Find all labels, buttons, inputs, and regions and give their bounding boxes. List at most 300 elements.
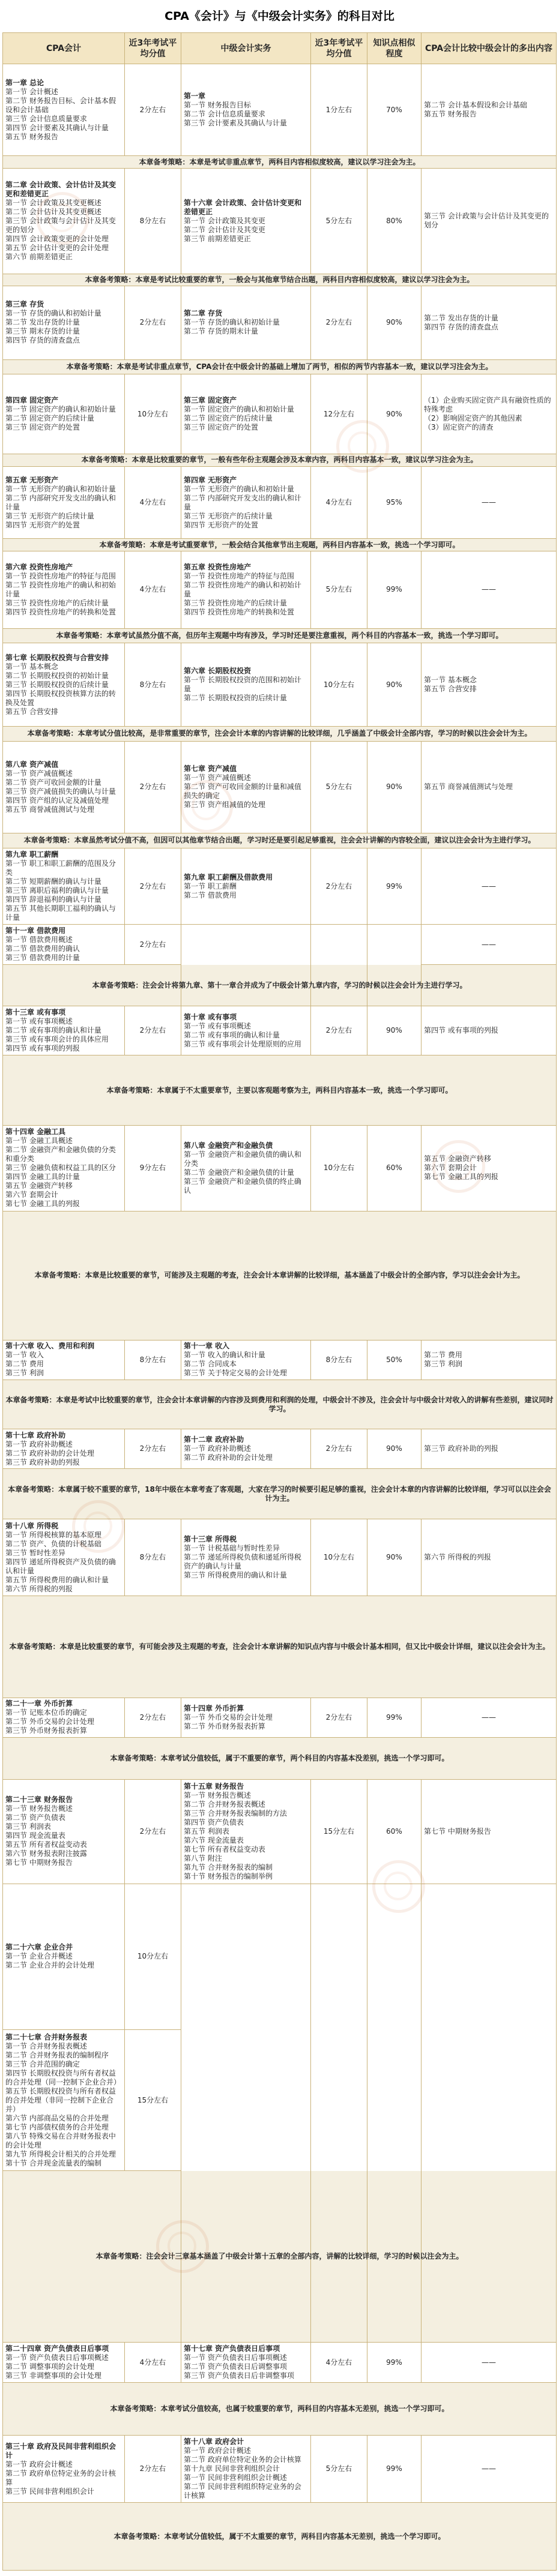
- strategy-note: [3, 1055, 557, 1126]
- intermediate-chapter: [181, 2435, 311, 2502]
- intermediate-score: 10分左右: [311, 1519, 367, 1596]
- intermediate-score: 8分左右: [311, 1340, 367, 1380]
- section-line: 第二节 金融资产和金融负债的计量: [184, 1168, 294, 1177]
- intermediate-chapter: [181, 1429, 311, 1468]
- section-line: 第一节 存货的确认和初始计量: [5, 309, 101, 318]
- section-line: 第四节 投资性房地产的转换和处置: [184, 607, 294, 616]
- section-line: 第一节 资产减值概述: [184, 773, 251, 782]
- section-line: 第一节 投资性房地产的特征与范围: [184, 571, 294, 580]
- extra-line: 第四节 或有事项的列报: [424, 1026, 498, 1035]
- strategy-text: 本章备考策略：本章考试分值比较高，是非常重要的章节，注会会计本章的内容讲解的比较详细，几乎涵盖了中级会计全部内容，学习的时候以注会会计为主。: [27, 729, 532, 738]
- section-line: 第一节 资产负债表日后事项概述: [184, 2353, 287, 2362]
- intermediate-score: 5分左右: [311, 551, 367, 628]
- strategy-note: [3, 628, 557, 643]
- intermediate-score: 2分左右: [311, 286, 367, 360]
- section-line: 第三节 期末存货的计量: [5, 327, 80, 336]
- intermediate-chapter: [181, 1519, 311, 1596]
- strategy-text: 本章备考策略：本章是比较重要的章节，可能涉及主观题的考查，注会会计本章讲解的比较详细，基本涵盖了中级会计的全部内容，学习以注会会计为主。: [34, 1271, 525, 1280]
- section-line: 第一节 财务报告概述: [5, 1804, 73, 1813]
- section-line: 第二节 会计信息质量要求: [184, 110, 265, 119]
- extra-line: 第二节 会计基本假设和会计基础: [424, 101, 527, 110]
- section-line: 第一节 政府补助概述: [184, 1444, 251, 1453]
- extra-line: 第五节 金融资产转移: [424, 1154, 491, 1163]
- cpa-chapter: [3, 168, 125, 274]
- section-line: 第一节 民间非营利组织会计概述: [184, 2473, 287, 2482]
- extra-content: [422, 2343, 557, 2382]
- extra-content: [422, 64, 557, 156]
- similarity: 90%: [367, 374, 422, 454]
- section-line: 第一节 或有事项概述: [5, 1017, 73, 1026]
- strategy-text: 本章备考策略：注会会计将第九章、第十一章合并成为了中级会计第九章内容，学习的时候以注会会计为主进行学习。: [92, 980, 467, 989]
- chapter-title: 第四章 固定资产: [5, 396, 59, 405]
- similarity: 99%: [367, 2435, 422, 2502]
- extra-line: 第四节 存货的清查盘点: [424, 322, 498, 331]
- section-line: 第三节 所得税费用的确认和计量: [184, 1571, 287, 1580]
- chapter-title: 第十一章 收入: [184, 1342, 230, 1351]
- section-line: 第四节 会计要素及其确认与计量: [5, 123, 109, 132]
- extra-line: 第七节 中期财务报告: [424, 1827, 491, 1836]
- chapter-title: 第十八章 政府会计: [184, 2437, 244, 2446]
- section-line: 第一节 借款费用概述: [5, 935, 73, 944]
- strategy-text: 本章备考策略：本章考试分值较高，也属于较重要的章节，两科目的内容基本无差别，挑选一个学习即可。: [110, 2404, 449, 2413]
- header-intermediate-score: 近3年考试平均分值: [311, 33, 367, 64]
- section-line: 第三节 金融资产和金融负债的终止确认: [184, 1177, 301, 1195]
- extra-line: 第五节 商誉减值测试与处理: [424, 782, 513, 791]
- chapter-row: [3, 1884, 557, 2029]
- section-line: 第一节 合并财务报表概述: [5, 2041, 87, 2050]
- section-line: 第四节 资产组的认定及减值处理: [5, 796, 109, 805]
- similarity: 99%: [367, 1698, 422, 1737]
- strategy-row: [3, 727, 557, 742]
- cpa-score: 2分左右: [125, 1779, 181, 1884]
- chapter-row: [3, 1698, 557, 1737]
- section-line: 第一节 会计政策及其变更概述: [5, 198, 101, 207]
- strategy-row: [3, 628, 557, 643]
- section-line: 第二节 资产、负债的计税基础: [5, 1539, 101, 1548]
- intermediate-score: 4分左右: [311, 2343, 367, 2382]
- similarity: 90%: [367, 643, 422, 727]
- section-line: 第六节 财务报表附注披露: [5, 1849, 87, 1858]
- cpa-score: 4分左右: [125, 466, 181, 539]
- section-line: 第二节 长期股权投资的初始计量: [5, 671, 109, 680]
- strategy-note: [3, 964, 557, 1006]
- section-line: 第三节 投资性房地产的后续计量: [184, 598, 287, 607]
- chapter-title: 第十八章 所得税: [5, 1521, 59, 1530]
- chapter-row: [3, 1429, 557, 1468]
- section-line: 第一节 固定资产的确认和初始计量: [184, 405, 294, 414]
- section-line: 第三节 资产负债表日后非调整事项: [184, 2371, 294, 2380]
- intermediate-chapter: [181, 2343, 311, 2382]
- cpa-chapter: [3, 286, 125, 360]
- chapter-title: 第四章 无形资产: [184, 475, 237, 484]
- cpa-score: 8分左右: [125, 1340, 181, 1380]
- strategy-row: [3, 539, 557, 551]
- section-line: 第三节 政府补助的列报: [5, 1458, 80, 1467]
- intermediate-score: 1分左右: [311, 64, 367, 156]
- chapter-title: 第十四章 金融工具: [5, 1127, 66, 1136]
- cpa-chapter: [3, 466, 125, 539]
- section-line: 第三节 金融负债和权益工具的区分: [5, 1163, 116, 1172]
- section-line: 第二节 资产负债表日后调整事项: [184, 2362, 287, 2371]
- strategy-note: [3, 359, 557, 374]
- intermediate-score: 2分左右: [311, 1429, 367, 1468]
- comparison-table: [2, 32, 557, 2571]
- cpa-score: 9分左右: [125, 1125, 181, 1211]
- section-line: 第二节 固定资产的后续计量: [184, 414, 273, 423]
- section-line: 第一节 无形资产的确认和初始计量: [184, 484, 294, 493]
- section-line: 第三节 前期差错更正: [184, 234, 251, 243]
- cpa-chapter: [3, 741, 125, 833]
- strategy-row: [3, 2382, 557, 2435]
- strategy-text: 本章备考策略：本章是考试比较重要的章节，一般会与其他章节结合出题，两科目内容相似度较高，建议以学习注会为主。: [85, 275, 474, 284]
- strategy-row: [3, 1596, 557, 1698]
- section-line: 第一节 会计概述: [5, 87, 58, 96]
- strategy-text: 本章备考策略：本章属于不太重要章节，主要以客观题考察为主，两科目内容基本一致，挑选一个学习即可。: [106, 1085, 453, 1094]
- section-line: 第一节 外币交易的会计处理: [184, 1713, 273, 1722]
- extra-line: （3）固定资产的清查: [424, 423, 494, 432]
- section-line: 第九节 所得税会计相关的合并处理: [5, 2149, 116, 2158]
- cpa-chapter: [3, 925, 125, 964]
- section-line: 第一节 所得税核算的基本原理: [5, 1530, 101, 1539]
- cpa-chapter: [3, 1006, 125, 1055]
- section-line: 第一节 政府补助概述: [5, 1440, 73, 1449]
- chapter-title: 第五章 无形资产: [5, 475, 59, 484]
- extra-line: ——: [482, 585, 496, 594]
- section-line: 第三节 或有事项会计的具体应用: [5, 1035, 109, 1044]
- section-line: 第一节 资产负债表日后事项概述: [5, 2353, 109, 2362]
- section-line: 第二节 会计估计及其变更: [184, 225, 265, 234]
- intermediate-score: 5分左右: [311, 2435, 367, 2502]
- similarity: 99%: [367, 848, 422, 925]
- strategy-row: [3, 454, 557, 466]
- section-line: 第十节 合并现金流量表的编制: [5, 2158, 101, 2167]
- section-line: 第二节 合并财务报表的编制程序: [5, 2050, 109, 2059]
- intermediate-score: 5分左右: [311, 168, 367, 274]
- section-line: 第一节 职工薪酬: [184, 881, 237, 890]
- section-line: 第一节 长期股权投资的范围和初始计量: [184, 676, 301, 694]
- chapter-row: [3, 286, 557, 360]
- section-line: 第二节 资产可收回金额的计量和减值损失的确定: [184, 782, 301, 800]
- chapter-row: [3, 1006, 557, 1055]
- section-line: 第三节 固定资产的处置: [5, 423, 80, 432]
- section-line: 第二节 长期股权投资的后续计量: [184, 694, 287, 703]
- intermediate-score: 4分左右: [311, 466, 367, 539]
- header-row: [3, 33, 557, 64]
- section-line: 第三节 资产组减值的处理: [184, 800, 265, 809]
- section-line: 第三节 非调整事项的会计处理: [5, 2371, 101, 2380]
- extra-line: 第三节 会计政策与会计估计及其变更的划分: [424, 212, 549, 230]
- cpa-chapter: [3, 1519, 125, 1596]
- cpa-chapter: [3, 1698, 125, 1737]
- chapter-title: 第二十六章 企业合并: [5, 1943, 73, 1952]
- chapter-row: [3, 64, 557, 156]
- intermediate-chapter: [181, 1340, 311, 1380]
- section-line: 第四节 无形资产的处置: [184, 520, 258, 529]
- extra-line: （1）企业购买固定资产具有融资性质的特殊考虑: [424, 396, 551, 414]
- chapter-row: [3, 741, 557, 833]
- section-line: 第四节 金融工具的计量: [5, 1172, 80, 1181]
- section-line: 第四节 会计政策变更的会计处理: [5, 234, 109, 243]
- similarity: 60%: [367, 1125, 422, 1211]
- chapter-title: 第二章 存货: [184, 309, 223, 318]
- section-line: 第一节 财务报告目标: [184, 101, 251, 110]
- chapter-row: [3, 1779, 557, 1884]
- extra-line: ——: [482, 1713, 496, 1722]
- section-line: 第四节 辞退福利的确认与计量: [5, 895, 101, 904]
- strategy-text: 本章备考策略：本章是考试非重点章节，两科目内容相似度较高，建议以学习注会为主。: [139, 157, 420, 166]
- extra-line: ——: [482, 940, 496, 949]
- strategy-note: [3, 2503, 557, 2571]
- intermediate-score: 5分左右: [311, 741, 367, 833]
- section-line: 第五节 其他长期职工福利的确认与计量: [5, 904, 116, 922]
- header-intermediate: 中级会计实务: [181, 33, 311, 64]
- extra-line: 第六节 套期会计: [424, 1163, 477, 1172]
- section-line: 第三节 暂时性差异: [5, 1548, 65, 1557]
- section-line: 第一节 投资性房地产的特征与范围: [5, 571, 116, 580]
- section-line: 第四节 或有事项的列报: [5, 1044, 80, 1053]
- section-line: 第二节 政府补助的会计处理: [5, 1449, 94, 1458]
- section-line: 第二节 调整事项的会计处理: [5, 2362, 94, 2371]
- cpa-chapter: [3, 2029, 125, 2170]
- cpa-score: 2分左右: [125, 1698, 181, 1737]
- similarity: 70%: [367, 64, 422, 156]
- strategy-text: 本章备考策略：本章是比较重要的章节，有可能会涉及主观题的考查，注会会计本章讲解的知识点内容与中级会计基本相同，但又比中级会计详细，建议以注会会计为主。: [9, 1642, 550, 1651]
- strategy-text: 本章备考策略：本章考试虽然分值不高，但历年主观题中均有涉及，学习时还是要注意重视，两个科目的内容基本一致，挑选一个学习即可。: [56, 631, 503, 640]
- section-line: 第二节 资产负债表: [5, 1813, 65, 1822]
- chapter-title: 第九章 职工薪酬: [5, 850, 59, 859]
- extra-line: ——: [482, 2358, 496, 2367]
- header-cpa: CPA会计: [3, 33, 125, 64]
- section-line: 第四节 递延所得税资产及负债的确认和计量: [5, 1557, 116, 1575]
- section-line: 第一节 无形资产的确认和初始计量: [5, 484, 116, 493]
- strategy-text: 本章备考策略：注会会计三章基本涵盖了中级会计第十五章的全部内容，讲解的比较详细，学习的时候以注会为主。: [95, 2252, 464, 2261]
- similarity: 99%: [367, 2343, 422, 2382]
- chapter-row: [3, 466, 557, 539]
- section-line: 第五节 商誉减值测试与处理: [5, 805, 94, 814]
- section-line: 第一节 会计政策及其变更: [184, 216, 265, 225]
- section-line: 第一节 资产减值概述: [5, 769, 73, 778]
- cpa-chapter: [3, 1429, 125, 1468]
- chapter-title: 第二十四章 资产负债表日后事项: [5, 2344, 109, 2353]
- similarity: 90%: [367, 1006, 422, 1055]
- chapter-title: 第六章 投资性房地产: [5, 562, 73, 571]
- cpa-chapter: [3, 848, 125, 925]
- section-line: 第三节 民间非营利组织会计: [5, 2487, 94, 2496]
- cpa-score: 15分左右: [125, 2029, 181, 2170]
- chapter-title: 第三十章 政府及民间非营利组织会计: [5, 2442, 116, 2460]
- strategy-note: [3, 454, 557, 466]
- section-line: 第二节 外币交易的会计处理: [5, 1717, 94, 1726]
- strategy-note: [3, 1596, 557, 1698]
- section-line: 第四节 资产负债表: [184, 1818, 244, 1827]
- strategy-row: [3, 1055, 557, 1126]
- chapter-title: 第十章 或有事项: [184, 1012, 237, 1021]
- strategy-text: 本章备考策略：本章是考试中比较重要的章节，注会会计本章讲解的内容涉及到费用和利润的处理，中级会计不涉及，注会会计与中级会计对收入的讲解有些差别，建议同时学习。: [5, 1395, 554, 1413]
- chapter-title: 第八章 金融资产和金融负债: [184, 1141, 273, 1150]
- chapter-title: 第十三章 所得税: [184, 1535, 237, 1544]
- cpa-score: 4分左右: [125, 551, 181, 628]
- section-line: 第三节 关于特定交易的会计处理: [184, 1369, 287, 1378]
- header-similarity: 知识点相似程度: [367, 33, 422, 64]
- intermediate-score: 10分左右: [311, 643, 367, 727]
- extra-line: （2）影响固定资产的其他因素: [424, 414, 522, 423]
- strategy-note: [3, 156, 557, 168]
- similarity: 90%: [367, 1429, 422, 1468]
- section-line: 第三节 借款费用的计量: [5, 953, 80, 962]
- section-line: 第五节 合营安排: [5, 707, 58, 716]
- extra-content: [422, 848, 557, 925]
- intermediate-chapter: [181, 1006, 311, 1055]
- section-line: 第八节 附注: [184, 1854, 222, 1863]
- chapter-title: 第二十七章 合并财务报表: [5, 2032, 88, 2041]
- extra-line: 第五节 合营安排: [424, 685, 477, 694]
- cpa-chapter: [3, 64, 125, 156]
- page-title: CPA《会计》与《中级会计实务》的科目对比: [165, 10, 394, 23]
- section-line: 第三节 利润表: [5, 1822, 51, 1831]
- section-line: 第二节 费用: [5, 1360, 44, 1369]
- cpa-chapter: [3, 2343, 125, 2382]
- section-line: 第六节 套期会计: [5, 1190, 58, 1199]
- intermediate-chapter: [181, 168, 311, 274]
- strategy-text: 本章备考策略：本章考试分值较低，属于不太重要的章节，两科目内容基本无差别，挑选一个学习即可。: [113, 2532, 446, 2541]
- extra-content: [422, 466, 557, 539]
- intermediate-chapter: [181, 374, 311, 454]
- chapter-title: 第十五章 财务报告: [184, 1782, 244, 1791]
- cpa-score: 8分左右: [125, 1519, 181, 1596]
- cpa-chapter: [3, 1779, 125, 1884]
- section-line: 第三节 外币财务报表折算: [5, 1726, 87, 1735]
- intermediate-chapter: [181, 848, 311, 925]
- chapter-title: 第一章: [184, 92, 206, 101]
- similarity: 60%: [367, 1779, 422, 1884]
- extra-content: [422, 1779, 557, 1884]
- section-line: 第二节 资产可收回金额的计量: [5, 778, 101, 787]
- chapter-title: 第七章 长期股权投资与合营安排: [5, 653, 109, 662]
- section-line: 第八节 特殊交易在合并财务报表中的会计处理: [5, 2131, 116, 2149]
- intermediate-chapter: [181, 1698, 311, 1737]
- section-line: 第五节 利润表: [184, 1827, 229, 1836]
- section-line: 第二节 政府单位特定业务的会计核算: [5, 2469, 116, 2487]
- section-line: 第三节 会计信息质量要求: [5, 114, 87, 123]
- chapter-title: 第十四章 外币折算: [184, 1704, 244, 1713]
- intermediate-score: 2分左右: [311, 1698, 367, 1737]
- strategy-text: 本章备考策略：本章考试分值较低，属于不重要的章节，两个科目的内容基本没差别，挑选一个学习即可。: [110, 1753, 449, 1762]
- section-line: 第七节 中期财务报告: [5, 1858, 73, 1867]
- extra-content: [422, 1006, 557, 1055]
- cpa-score: 4分左右: [125, 2343, 181, 2382]
- section-line: 第二节 外币财务报表折算: [184, 1722, 265, 1731]
- extra-line: 第三节 政府补助的列报: [424, 1444, 498, 1453]
- strategy-row: [3, 964, 557, 1006]
- strategy-text: 本章备考策略：本章是比较重要的章节，一般有些年份主观题会涉及本章内容，两科目内容基本一致，建议以学习注会为主。: [81, 455, 478, 464]
- strategy-text: 本章备考策略：本章属于较不重要的章节，18年中级在本章考查了客观题，大家在学习的时候要引起足够的重视，注会会计本章的内容讲解的比较详细，学习可以以注会会计为主。: [8, 1485, 551, 1503]
- section-line: 第四节 现金流量表: [5, 1831, 65, 1840]
- chapter-title: 第十三章 或有事项: [5, 1008, 66, 1017]
- section-line: 第一节 固定资产的确认和初始计量: [5, 405, 116, 414]
- section-line: 第五节 财务报告: [5, 132, 58, 141]
- section-line: 第二节 合并财务报表概述: [184, 1800, 265, 1809]
- section-line: 第三节 会计政策与会计估计及其变更的划分: [5, 216, 116, 234]
- chapter-title: 第十六章 会计政策、会计估计变更和差错更正: [184, 198, 302, 216]
- cpa-score: 8分左右: [125, 168, 181, 274]
- section-line: 第一节 基本概念: [5, 662, 58, 671]
- strategy-note: [3, 274, 557, 286]
- chapter-title: 第三章 固定资产: [184, 396, 237, 405]
- extra-content: [422, 643, 557, 727]
- section-line: 第二节 财务报告目标、会计基本假设和会计基础: [5, 96, 116, 114]
- section-line: 第二节 合同成本: [184, 1360, 237, 1369]
- cpa-score: 2分左右: [125, 741, 181, 833]
- section-line: 第三节 固定资产的处置: [184, 423, 258, 432]
- chapter-title: 第十七章 政府补助: [5, 1431, 66, 1440]
- cpa-score: 10分左右: [125, 374, 181, 454]
- cpa-score: 2分左右: [125, 1429, 181, 1468]
- section-line: 第一节 收入: [5, 1351, 44, 1360]
- intermediate-score: 12分左右: [311, 374, 367, 454]
- extra-line: 第七节 金融工具的列报: [424, 1172, 498, 1181]
- cpa-score: 2分左右: [125, 64, 181, 156]
- section-line: 第六节 内部商品交易的合并处理: [5, 2113, 109, 2122]
- extra-line: 第三节 利润: [424, 1360, 462, 1369]
- similarity: 99%: [367, 551, 422, 628]
- section-line: 第一节 政府会计概述: [184, 2446, 251, 2455]
- section-line: 第三节 资产减值损失的确认与计量: [5, 787, 116, 796]
- strategy-note: [3, 1469, 557, 1519]
- section-line: 第九节 合并财务报表的编制: [184, 1863, 273, 1872]
- extra-content: [422, 286, 557, 360]
- extra-line: 第六节 所得税的列报: [424, 1553, 491, 1562]
- chapter-title: 第二章 会计政策、会计估计及其变更和差错更正: [5, 180, 116, 198]
- cpa-score: 2分左右: [125, 2435, 181, 2502]
- header-cpa-score: 近3年考试平均分值: [125, 33, 181, 64]
- extra-line: 第二节 发出存货的计量: [424, 313, 498, 322]
- section-line: 第二节 递延所得税负债和递延所得税资产的确认与计量: [184, 1553, 301, 1571]
- intermediate-score: 2分左右: [311, 848, 367, 925]
- section-line: 第二节 内部研究开发支出的确认和计量: [184, 493, 301, 511]
- extra-content: [422, 1698, 557, 1737]
- section-line: 第六节 所得税的列报: [5, 1584, 73, 1593]
- section-line: 第一节 存货的确认和初始计量: [184, 318, 280, 327]
- cpa-score: 2分左右: [125, 1006, 181, 1055]
- strategy-row: [3, 833, 557, 848]
- section-line: 第七节 所有者权益变动表: [184, 1845, 265, 1854]
- strategy-row: [3, 274, 557, 286]
- extra-line: ——: [482, 2464, 496, 2473]
- section-line: 第四节 长期股权投资与所有者权益的合并处理（同一控制下企业合并）: [5, 2068, 121, 2086]
- strategy-note: [3, 727, 557, 742]
- intermediate-chapter: [181, 1779, 311, 1884]
- section-line: 第四节 无形资产的处置: [5, 520, 80, 529]
- strategy-note: [3, 2171, 557, 2343]
- similarity: 95%: [367, 466, 422, 539]
- chapter-title: 第五章 投资性房地产: [184, 562, 252, 571]
- section-line: 第三节 无形资产的后续计量: [184, 511, 273, 520]
- similarity: 80%: [367, 168, 422, 274]
- cpa-score: 8分左右: [125, 643, 181, 727]
- extra-line: 第二节 费用: [424, 1351, 462, 1360]
- cpa-chapter: [3, 1884, 125, 2029]
- strategy-note: [3, 539, 557, 551]
- chapter-row: [3, 1519, 557, 1596]
- cpa-chapter: [3, 1125, 125, 1211]
- section-line: 第十九章 民间非营利组织会计: [184, 2464, 280, 2473]
- chapter-title: 第八章 资产减值: [5, 760, 59, 769]
- section-line: 第二节 短期薪酬的确认与计量: [5, 877, 101, 886]
- chapter-title: 第十二章 政府补助: [184, 1435, 244, 1444]
- chapter-title: 第十一章 借款费用: [5, 926, 66, 935]
- section-line: 第二节 民间非营利组织特定业务的会计核算: [184, 2482, 301, 2500]
- section-line: 第四节 投资性房地产的转换和处置: [5, 607, 116, 616]
